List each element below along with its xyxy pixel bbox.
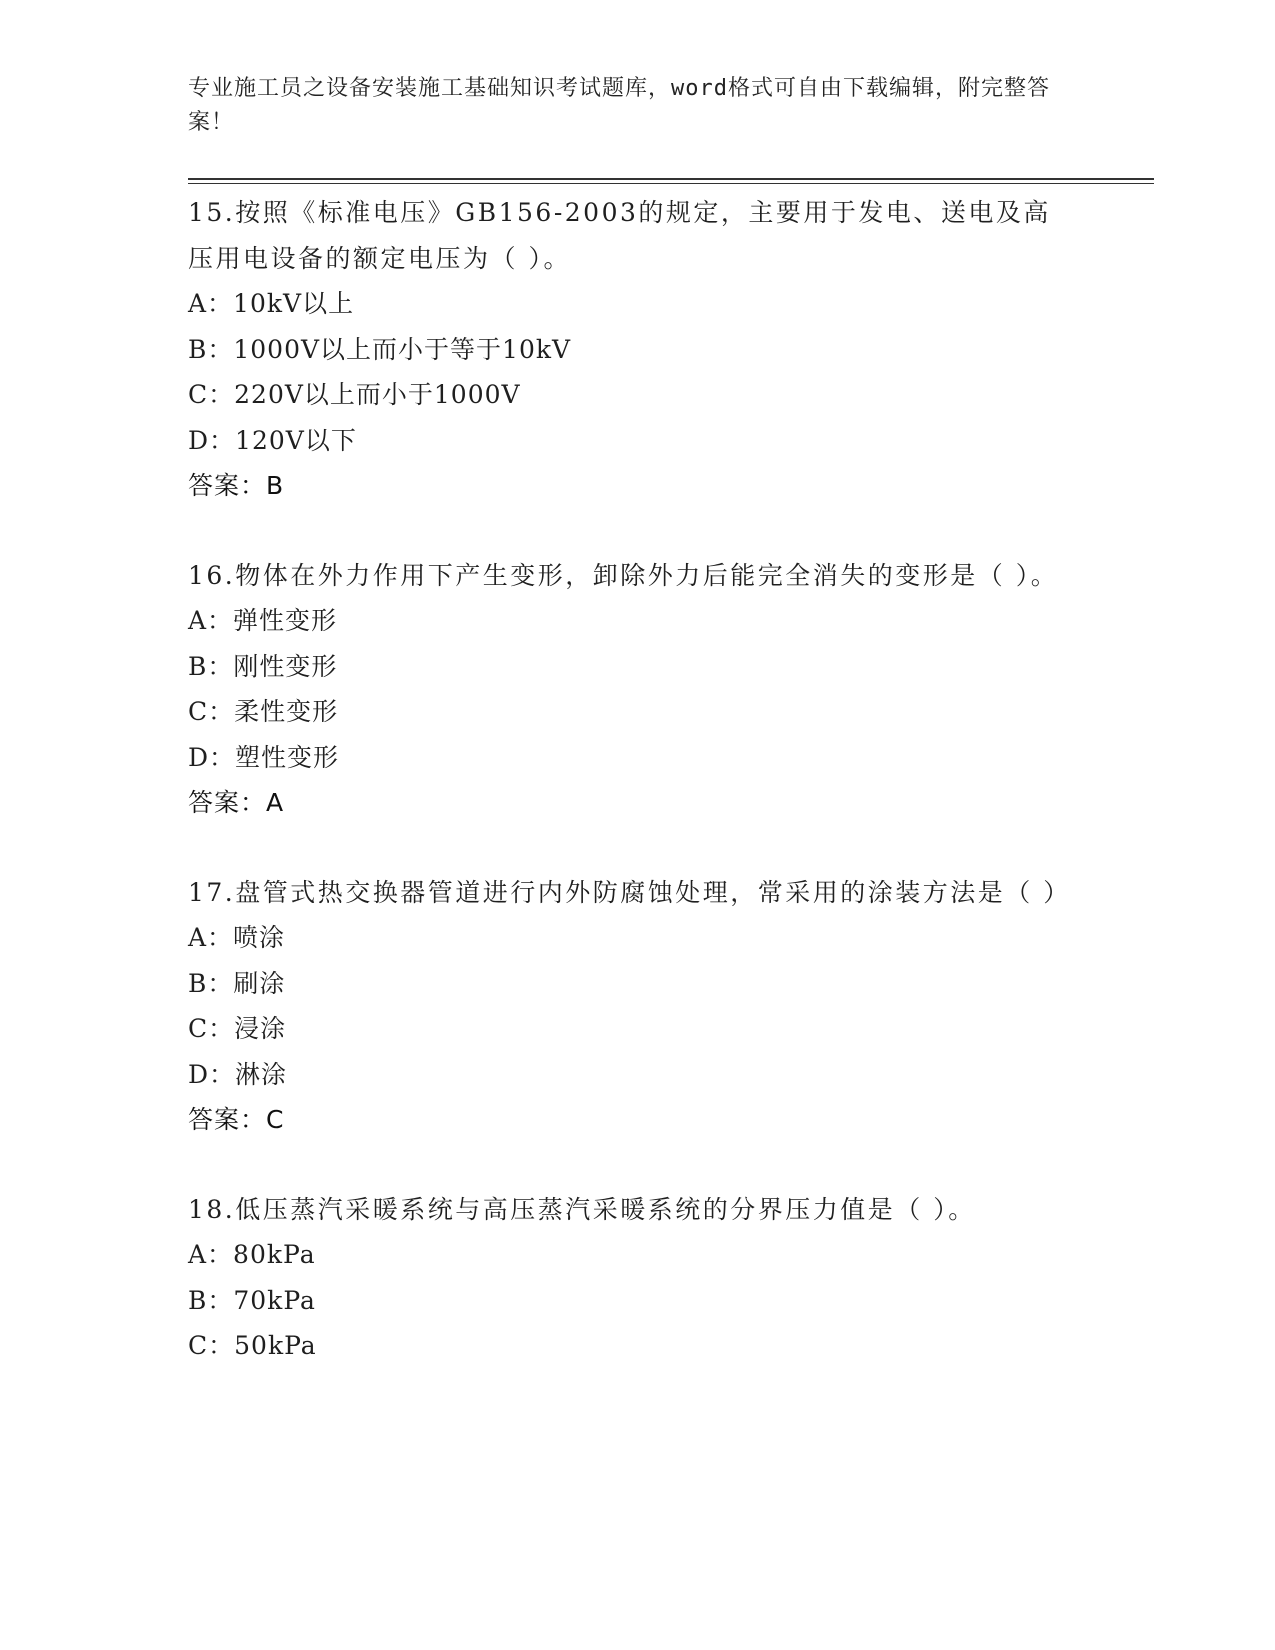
option-b: B：刚性变形 (188, 651, 338, 681)
option-d: D：淋涂 (188, 1059, 288, 1089)
option-a: A：10kV以上 (188, 289, 355, 318)
option-b: B：70kPa (188, 1285, 316, 1315)
question-17 (188, 870, 1088, 1143)
header-divider-thick (188, 178, 1154, 180)
option-c: C：柔性变形 (188, 697, 339, 726)
question-list (188, 190, 1088, 1413)
question-stem: 17.盘管式热交换器管道进行内外防腐蚀处理，常采用的涂装方法是（ ） (188, 877, 1071, 907)
document-header: 专业施工员之设备安装施工基础知识考试题库，word格式可自由下载编辑，附完整答案！ (188, 76, 1050, 135)
option-c: C：220V以上而小于1000V (188, 380, 521, 409)
question-15 (188, 190, 1088, 509)
question-stem: 18.低压蒸汽采暖系统与高压蒸汽采暖系统的分界压力值是（ ）。 (188, 1194, 976, 1224)
answer-line: 答案：A (188, 788, 285, 817)
question-16 (188, 553, 1088, 826)
answer-line: 答案：B (188, 471, 285, 500)
option-b: B：刷涂 (188, 968, 286, 998)
option-b: B：1000V以上而小于等于10kV (188, 334, 572, 364)
question-stem: 16.物体在外力作用下产生变形，卸除外力后能完全消失的变形是（ ）。 (188, 560, 1059, 590)
option-d: D：塑性变形 (188, 742, 340, 772)
answer-line: 答案：C (188, 1105, 285, 1134)
question-18 (188, 1187, 1088, 1369)
question-stem: 15.按照《标准电压》GB156-2003的规定，主要用于发电、送电及高压用电设备的额定电压为（ ）。 (188, 198, 1051, 273)
option-d: D：120V以下 (188, 425, 357, 455)
option-c: C：50kPa (188, 1331, 317, 1360)
option-c: C：浸涂 (188, 1014, 287, 1043)
option-a: A：喷涂 (188, 923, 286, 952)
option-a: A：弹性变形 (188, 606, 338, 635)
header-divider-thin (188, 183, 1154, 184)
option-a: A：80kPa (188, 1240, 316, 1269)
